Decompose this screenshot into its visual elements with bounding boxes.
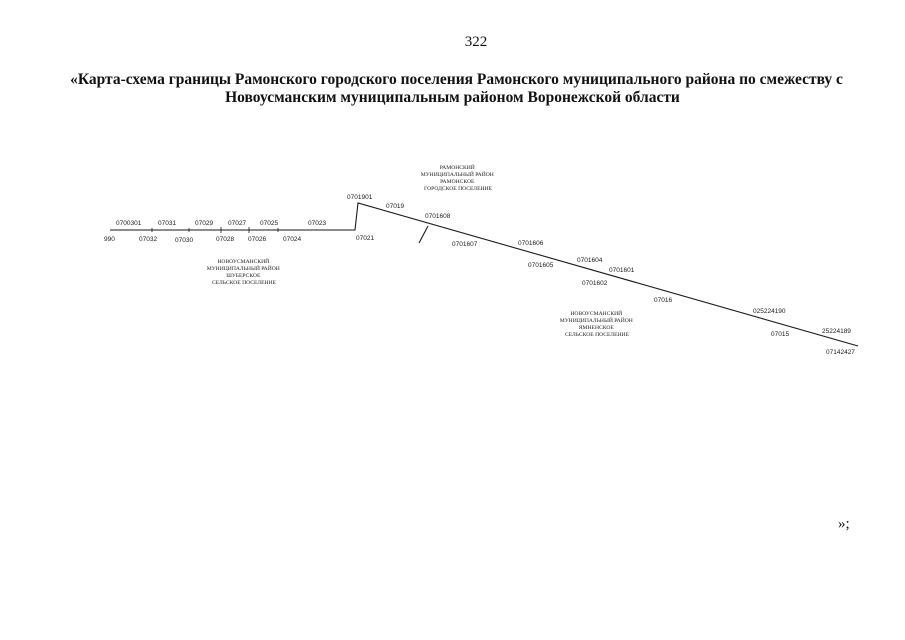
area-label-line: ЯМНЕНСКОЕ xyxy=(578,325,614,331)
node-label: 07030 xyxy=(175,237,194,244)
area-label-line: НОВОУСМАНСКИЙ xyxy=(217,259,270,265)
node-label: 0701608 xyxy=(425,213,451,220)
node-label: 07023 xyxy=(308,220,327,227)
area-label-line: МУНИЦИПАЛЬНЫЙ РАЙОН xyxy=(420,172,494,178)
boundary-line xyxy=(110,203,858,346)
area-label-line: МУНИЦИПАЛЬНЫЙ РАЙОН xyxy=(559,318,633,324)
node-label: 07019 xyxy=(386,203,405,210)
area-label-ramonskoe xyxy=(421,163,496,192)
node-label: 025224190 xyxy=(753,308,786,315)
node-label: 07025 xyxy=(260,220,279,227)
node-label: 990 xyxy=(104,236,115,243)
area-label-shuberskoe xyxy=(207,257,282,286)
area-label-line: РАМОНСКИЙ xyxy=(439,165,475,171)
map-title-line-2: Новоусманским муниципальным районом Воронежской области xyxy=(225,89,680,106)
node-label: 07026 xyxy=(248,236,267,243)
node-label: 07027 xyxy=(228,220,247,227)
area-label-line: НОВОУСМАНСКИЙ xyxy=(570,311,623,317)
node-label: 0701601 xyxy=(609,267,635,274)
node-label: 0701602 xyxy=(582,280,608,287)
node-label: 07029 xyxy=(195,220,214,227)
map-title-line-1: «Карта-схема границы Рамонского городского поселения Рамонского муниципального района по смежеству с xyxy=(70,71,843,88)
node-label: 07032 xyxy=(139,236,158,243)
area-label-line: СЕЛЬСКОЕ ПОСЕЛЕНИЕ xyxy=(564,332,630,338)
area-label-line: СЕЛЬСКОЕ ПОСЕЛЕНИЕ xyxy=(211,280,277,286)
node-label: 07028 xyxy=(216,236,235,243)
node-label: 07031 xyxy=(158,220,177,227)
node-label: 0701606 xyxy=(518,240,544,247)
area-label-line: МУНИЦИПАЛЬНЫЙ РАЙОН xyxy=(206,266,280,272)
node-label: 0701605 xyxy=(528,262,554,269)
node-label: 07015 xyxy=(771,331,790,338)
node-label: 25224189 xyxy=(822,328,851,335)
node-label: 07142427 xyxy=(826,349,855,356)
boundary-branch-line xyxy=(419,226,428,243)
node-label: 07024 xyxy=(283,236,302,243)
node-label: 0701901 xyxy=(347,194,373,201)
area-label-line: РАМОНСКОЕ xyxy=(440,179,475,185)
area-label-line: ШУБЕРСКОЕ xyxy=(226,273,261,279)
closing-quote: »; xyxy=(838,516,850,532)
node-label: 0701607 xyxy=(452,241,478,248)
node-label: 07021 xyxy=(356,235,375,242)
node-label: 0700301 xyxy=(116,220,142,227)
node-label: 0701604 xyxy=(577,257,603,264)
page-number: 322 xyxy=(464,34,488,50)
node-label: 07016 xyxy=(654,297,673,304)
area-label-line: ГОРОДСКОЕ ПОСЕЛЕНИЕ xyxy=(424,186,492,192)
area-label-yamnenskoe xyxy=(560,309,635,338)
